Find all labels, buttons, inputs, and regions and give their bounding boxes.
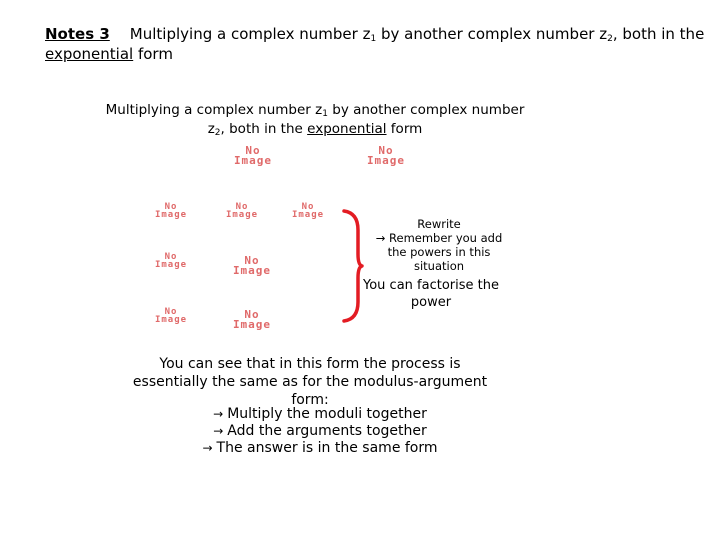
image-placeholder: No Image	[233, 144, 273, 167]
image-placeholder: No Image	[154, 307, 188, 326]
factorise-note: You can factorise the power	[363, 278, 499, 310]
list-item: → Multiply the moduli together	[213, 406, 427, 422]
subtitle-text-3: , both in the	[220, 121, 308, 137]
rewrite-note	[366, 217, 512, 273]
title-subscript-2: 2	[607, 34, 613, 44]
subtitle-text-4: form	[386, 121, 423, 137]
image-placeholder: No Image	[232, 308, 272, 331]
slide-title	[45, 24, 705, 64]
image-placeholder: No Image	[225, 202, 259, 221]
title-text-3: , both in the	[612, 25, 705, 43]
subtitle-text-2: by another complex number z	[207, 102, 525, 137]
image-placeholder: No Image	[154, 252, 188, 271]
subtitle-underlined-word: exponential	[307, 121, 387, 137]
image-placeholder: No Image	[291, 202, 325, 221]
arrow-icon: →	[213, 424, 224, 438]
rewrite-title: Rewrite	[417, 217, 461, 231]
title-underlined-word: exponential	[45, 45, 134, 63]
notes-label: Notes 3	[45, 25, 110, 43]
list-item: → Add the arguments together	[213, 423, 427, 439]
subtitle-text-1: Multiplying a complex number z	[105, 102, 323, 118]
arrow-icon: →	[202, 441, 213, 455]
title-text-1: Multiplying a complex number z	[129, 25, 371, 43]
subtitle	[100, 101, 530, 139]
summary-paragraph: You can see that in this form the process is essentially the same as for the modulus-argument form:	[132, 356, 488, 408]
image-placeholder: No Image	[154, 202, 188, 221]
arrow-icon: →	[375, 231, 386, 245]
title-text-2: by another complex number z	[376, 25, 608, 43]
subtitle-subscript-2: 2	[214, 128, 221, 138]
title-text-4: form	[133, 45, 173, 63]
title-subscript-1: 1	[370, 34, 377, 44]
list-item: → The answer is in the same form	[202, 440, 438, 456]
subtitle-subscript-1: 1	[322, 109, 328, 119]
rewrite-text: → Remember you add the powers in this situation	[375, 231, 503, 273]
arrow-icon: →	[213, 407, 224, 421]
image-placeholder: No Image	[232, 254, 272, 277]
summary-list	[150, 406, 490, 457]
image-placeholder: No Image	[366, 144, 406, 167]
